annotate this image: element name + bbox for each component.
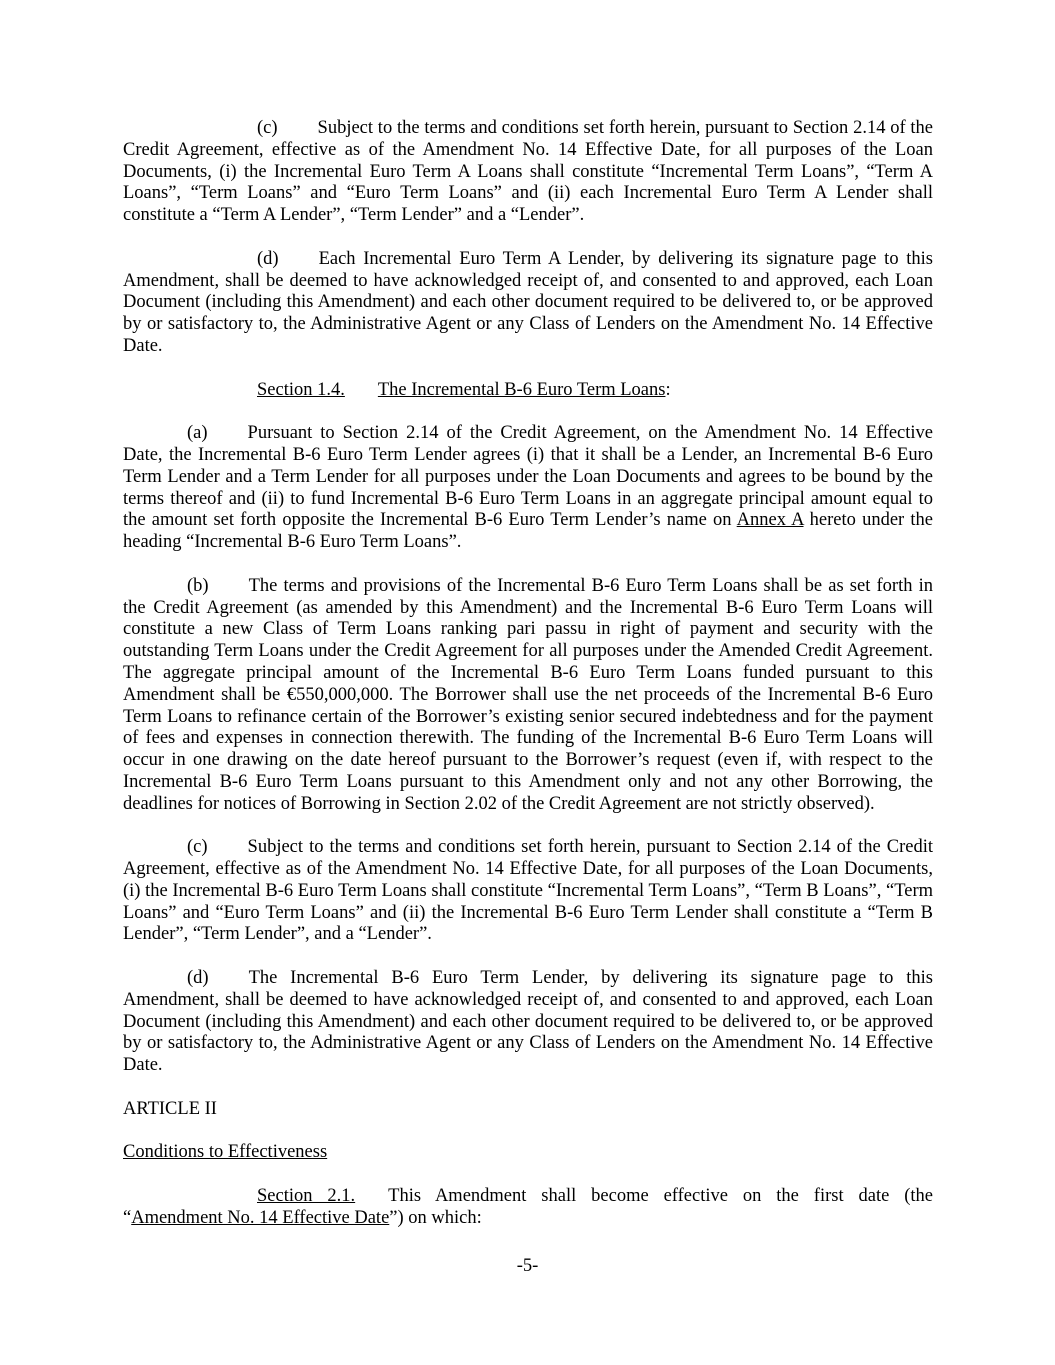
text-run: (c) [187, 837, 208, 858]
text-run: (d) [187, 968, 209, 989]
text-run: Subject to the terms and conditions set forth herein, pursuant to Section 2.14 of the Credit Agreement, effective as of the Amendment No. 14 Effective Date, for all purposes of the Loan Documents, (i) the Incremental Euro Term A Loans shall constitute “Incremental Term Loans”, “Term A Loans”, “Term Loans” and “Euro Term Loans” and (ii) each Incremental Euro Term A Lender shall constitute a “Term A Lender”, “Term Lender” and a “Lender”. [123, 118, 933, 226]
page-number: -5- [516, 1256, 539, 1276]
text-run: (c) [257, 118, 278, 138]
text-run: This Amendment shall become effective on the first date (the “ [123, 1186, 933, 1228]
text-run: ARTICLE II [123, 1098, 217, 1119]
text-run: (b) [187, 575, 209, 596]
text-run: Each Incremental Euro Term A Lender, by delivering its signature page to this Amendment, shall be deemed to have acknowledged receipt of, and consented to and approved, each Loan Document (including this Amendment) and each other document required to be delivered to, or be approved by or satisfactory to, the Administrative Agent or any Class of Lenders on the Amendment No. 14 Effective Date. [123, 248, 933, 356]
paragraph-1d [123, 249, 933, 358]
text-run: Pursuant to Section 2.14 of the Credit Agreement, on the Amendment No. 14 Effective Date, the Incremental B-6 Euro Term Lender agrees (i) that it shall be a Lender, an Incremental B-6 Euro Term Lender and a Term Lender for all purposes under the Loan Documents and agrees to be bound by the terms thereof and (ii) to fund Incremental B-6 Euro Term Loans in an aggregate principal amount equal to the amount set forth opposite the Incremental B-6 Euro Term Lender’s name on [123, 423, 933, 531]
underlined-text-run: Section 2.1. [257, 1186, 356, 1207]
paragraph-b [123, 576, 933, 816]
underlined-text-run: Amendment No. 14 Effective Date [131, 1207, 390, 1228]
conditions-to-effectiveness-heading [123, 1142, 933, 1164]
paragraph-d [123, 968, 933, 1077]
section-1-4-heading [123, 380, 933, 402]
document-body [123, 118, 933, 1251]
underlined-text-run: Annex A [736, 510, 804, 531]
text-run: : [665, 379, 671, 400]
paragraph-1c [123, 118, 933, 227]
text-run: hereto under the heading “Incremental B-6 Euro Term Loans”. [123, 510, 933, 553]
text-run: (d) [257, 248, 279, 269]
paragraph-a [123, 423, 933, 554]
underlined-text-run: The Incremental B-6 Euro Term Loans [377, 379, 666, 400]
underlined-text-run: Section 1.4. [257, 379, 345, 400]
section-2-1-paragraph [123, 1186, 933, 1230]
text-run: The Incremental B-6 Euro Term Lender, by delivering its signature page to this Amendment, shall be deemed to have acknowledged receipt of, and consented to and approved, each Loan Document (including this Amendment) and each other document required to be delivered to, or be approved by or satisfactory to, the Administrative Agent or any Class of Lenders on the Amendment No. 14 Effective Date. [123, 968, 933, 1076]
text-run: The terms and provisions of the Incremental B-6 Euro Term Loans shall be as set forth in the Credit Agreement (as amended by this Amendment) and the Incremental B-6 Euro Term Loans will constitute a new Class of Term Loans ranking pari passu in right of payment and security with the outstanding Term Loans under the Credit Agreement for all purposes under the Amended Credit Agreement. The aggregate principal amount of the Incremental B-6 Euro Term Loans funded pursuant to this Amendment shall be €550,000,000. The Borrower shall use the net proceeds of the Incremental B-6 Euro Term Loans to refinance certain of the Borrower’s existing senior secured indebtedness and for the payment of fees and expenses in connection therewith. The funding of the Incremental B-6 Euro Term Loans will occur in one drawing on the date hereof pursuant to the Borrower’s request (even if, with respect to the Incremental B-6 Euro Term Loans pursuant to this Amendment only and not any other Borrowing, the deadlines for notices of Borrowing in Section 2.02 of the Credit Agreement are not strictly observed). [123, 575, 933, 814]
text-run: ”) on which: [389, 1207, 482, 1228]
underlined-text-run: Conditions to Effectiveness [123, 1142, 328, 1163]
article-ii-heading [123, 1099, 933, 1121]
text-run: (a) [187, 423, 208, 444]
paragraph-c [123, 837, 933, 946]
text-run: Subject to the terms and conditions set forth herein, pursuant to Section 2.14 of the Credit Agreement, effective as of the Amendment No. 14 Effective Date, for all purposes of the Loan Documents, (i) the Incremental B-6 Euro Term Loans shall constitute “Incremental Term Loans”, “Term B Loans”, “Term Loans” and “Euro Term Loans” and (ii) the Incremental B-6 Euro Term Lender shall constitute a “Term B Lender”, “Term Lender”, and a “Lender”. [123, 837, 933, 945]
